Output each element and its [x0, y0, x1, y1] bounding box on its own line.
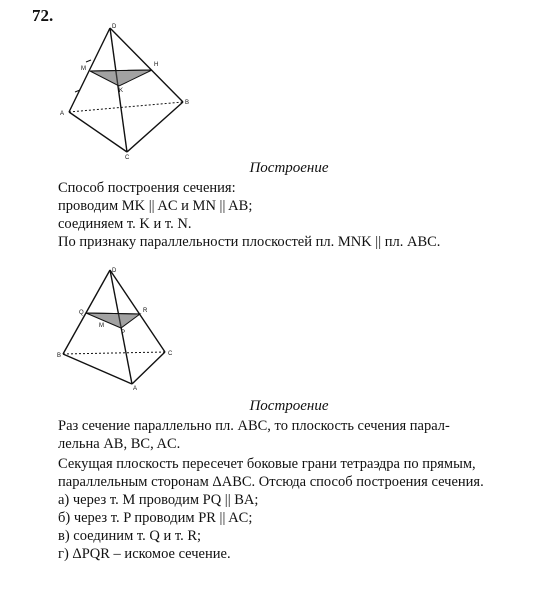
vertex-label-c: C — [125, 155, 130, 160]
section2-line-7: в) соединим т. Q и т. R; — [58, 528, 202, 544]
edge-cb — [127, 102, 183, 152]
vertex-label-a: A — [60, 111, 65, 117]
section-mnk — [90, 70, 152, 86]
vertex-label-b: B — [57, 353, 62, 359]
section2-line-3: Секущая плоскость пересечет боковые грани тетраэдра по прямым, — [58, 456, 476, 472]
vertex-label-d: D — [112, 268, 117, 274]
vertex-label-a: A — [133, 386, 138, 392]
vertex-label-p: P — [121, 330, 126, 336]
section1-line-1: Способ построения сечения: — [58, 180, 236, 196]
edge-da — [69, 28, 110, 112]
section-pqr — [86, 313, 140, 328]
edge-ac — [132, 352, 165, 384]
tick-mark — [86, 60, 91, 62]
edge-db — [63, 270, 110, 354]
vertex-label-h: H — [154, 62, 159, 68]
section2-line-1: Раз сечение параллельно пл. ABC, то плоскость сечения парал- — [58, 418, 450, 434]
vertex-label-c: C — [168, 351, 173, 357]
section2-line-6: б) через т. P проводим PR || AC; — [58, 510, 253, 526]
section2-line-2: лельна AB, BC, AC. — [58, 436, 181, 452]
section1-heading: Построение — [249, 160, 329, 176]
vertex-label-r: R — [143, 308, 148, 314]
vertex-label-q: Q — [79, 310, 84, 316]
vertex-label-m: M — [81, 66, 86, 72]
edge-ab-hidden — [69, 102, 183, 112]
section2-line-5: а) через т. M проводим PQ || BA; — [58, 492, 259, 508]
vertex-label-m: M — [99, 323, 104, 329]
vertex-label-b: B — [185, 100, 190, 106]
section1-line-2: проводим MK || AC и MN || AB; — [58, 198, 253, 214]
section2-line-4: параллельным сторонам ΔABC. Отсюда способ построения сечения. — [58, 474, 484, 490]
edge-ba — [63, 354, 132, 384]
section1-line-4: По признаку параллельности плоскостей пл. MNK || пл. ABC. — [58, 234, 441, 250]
vertex-label-k: K — [119, 88, 124, 94]
section1-line-3: соединяем т. K и т. N. — [58, 216, 192, 232]
problem-number: 72. — [32, 6, 54, 25]
tetrahedron-figure-1 — [55, 20, 195, 160]
tetrahedron-figure-2 — [55, 262, 195, 392]
section2-line-8: г) ΔPQR – искомое сечение. — [58, 546, 231, 562]
edge-bc-hidden — [63, 352, 165, 354]
vertex-label-d: D — [112, 24, 117, 30]
section2-heading: Построение — [249, 398, 329, 414]
edge-ac — [69, 112, 127, 152]
